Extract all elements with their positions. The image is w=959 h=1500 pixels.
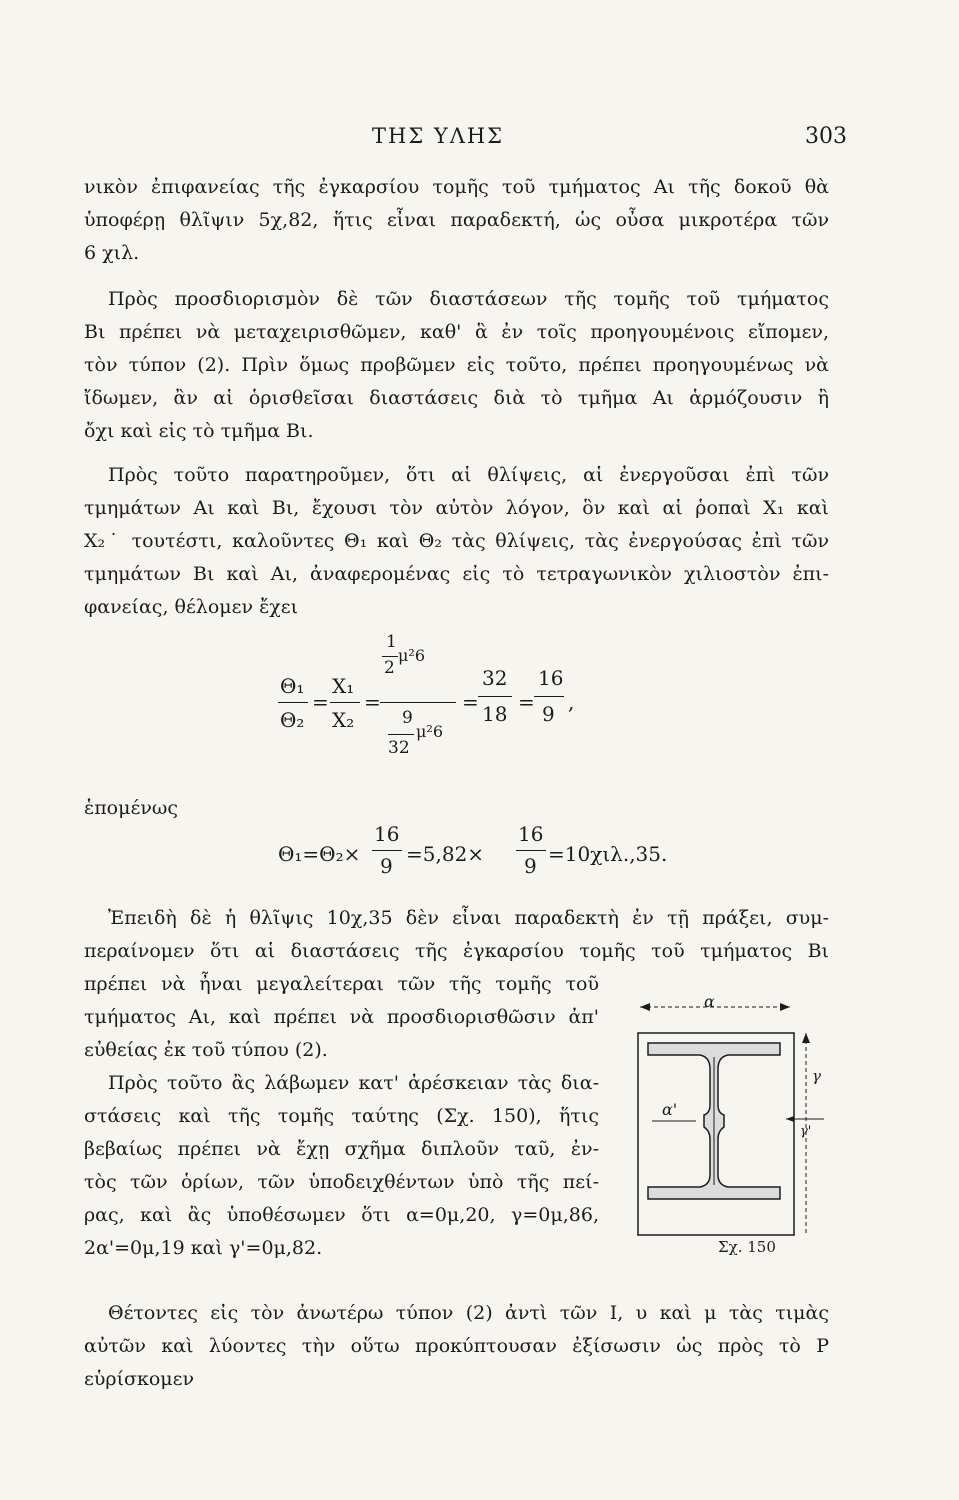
therefore-line: ἑπομένως <box>84 797 178 819</box>
i-beam-diagram <box>600 985 830 1255</box>
page-header <box>0 124 959 154</box>
label-alpha: α <box>704 992 715 1011</box>
text-line: Πρὸς τοῦτο ἂς λάβωμεν κατ' ἀρέσκειαν τὰς δια- <box>108 1072 599 1094</box>
text-line: νικὸν ἐπιφανείας τῆς ἐγκαρσίου τομῆς τοῦ τμήματος Αι τῆς δοκοῦ θὰ <box>84 176 829 198</box>
text-line: Θέτοντες εἰς τὸν ἀνωτέρω τύπον (2) ἀντὶ τῶν Ι, υ καὶ μ τὰς τιμὰς <box>108 1302 829 1324</box>
page-number: 303 <box>805 124 847 149</box>
text-line: τὸς τῶν ὁρίων, τῶν ὑποδειχθέντων ὑπὸ τῆς πεί- <box>84 1171 599 1193</box>
figure-caption: Σχ. 150 <box>718 1238 776 1256</box>
beam-section-figure <box>600 985 830 1255</box>
text-line: περαίνομεν ὅτι αἱ διαστάσεις τῆς ἐγκαρσίου τομῆς τοῦ τμήματος Βι <box>84 940 829 962</box>
text-line: πρέπει νὰ ἦναι μεγαλείτεραι τῶν τῆς τομῆς τοῦ <box>84 973 599 995</box>
x-1: Χ₁ <box>332 674 355 698</box>
paragraph-5 <box>84 1067 599 1265</box>
text-line: στάσεις καὶ τῆς τομῆς ταύτης (Σχ. 150), ἥτις <box>84 1105 599 1127</box>
paragraph-2 <box>84 283 829 448</box>
text-line: ρας, καὶ ἂς ὑποθέσωμεν ὅτι α=0μ,20, γ=0μ,86, <box>84 1204 599 1226</box>
theta-2: Θ₂ <box>280 708 305 732</box>
x-2: Χ₂ <box>332 708 355 732</box>
text-line: βεβαίως πρέπει νὰ ἔχῃ σχῆμα διπλοῦν ταῦ, ἐν- <box>84 1138 599 1160</box>
ratio-formula: Θ₁ Θ₂ = Χ₁ Χ₂ = 1 2 μ²6 9 32 μ²6 = 32 18 = 16 9 , <box>280 632 575 758</box>
text-line: 2α'=0μ,19 καὶ γ'=0μ,82. <box>84 1237 323 1259</box>
text-line: Βι πρέπει νὰ μεταχειρισθῶμεν, καθ' ἃ ἐν τοῖς προηγουμένοις εἴπομεν, <box>84 321 829 343</box>
label-gamma-prime: γ' <box>800 1124 812 1139</box>
text-line: Πρὸς προσδιορισμὸν δὲ τῶν διαστάσεων τῆς τομῆς τοῦ τμήματος <box>108 288 829 310</box>
paragraph-4-continued <box>84 968 599 1067</box>
theta-1: Θ₁ <box>280 674 305 698</box>
text-line: ἴδωμεν, ἂν αἱ ὁρισθεῖσαι διαστάσεις διὰ τὸ τμῆμα Αι ἁρμόζουσιν ἢ <box>84 387 829 409</box>
text-line: ὑποφέρῃ θλῖψιν 5χ,82, ἥτις εἶναι παραδεκτή, ὡς οὖσα μικροτέρα τῶν <box>84 209 829 231</box>
text-line: τμήματος Αι, καὶ πρέπει νὰ προσδιορισθῶσιν ἀπ' <box>84 1006 599 1028</box>
text-line: Πρὸς τοῦτο παρατηροῦμεν, ὅτι αἱ θλίψεις, αἱ ἐνεργοῦσαι ἐπὶ τῶν <box>108 464 829 486</box>
paragraph-4 <box>84 902 829 968</box>
running-title: ΤΗΣ ΥΛΗΣ <box>372 124 505 148</box>
text-line: Ἐπειδὴ δὲ ἡ θλῖψις 10χ,35 δὲν εἶναι παραδεκτὴ ἐν τῇ πράξει, συμ- <box>108 907 829 929</box>
text-line: εὑρίσκομεν <box>84 1368 195 1390</box>
text-line: 6 χιλ. <box>84 242 140 264</box>
text-line: φανείας, θέλομεν ἔχει <box>84 596 299 618</box>
paragraph-3 <box>84 459 829 624</box>
result-formula: Θ₁=Θ₂× 16 9 =5,82× 16 9 =10χιλ.,35. <box>278 822 668 878</box>
text-line: εὐθείας ἐκ τοῦ τύπου (2). <box>84 1039 328 1061</box>
text-line: ὄχι καὶ εἰς τὸ τμῆμα Βι. <box>84 420 314 442</box>
label-gamma: γ <box>812 1067 821 1085</box>
text-line: Χ₂˙ τουτέστι, καλοῦντες Θ₁ καὶ Θ₂ τὰς θλίψεις, τὰς ἐνεργούσας ἐπὶ τῶν <box>84 530 829 552</box>
paragraph-1 <box>84 171 829 270</box>
text-line: αὐτῶν καὶ λύοντες τὴν οὕτω προκύπτουσαν ἐξίσωσιν ὡς πρὸς τὸ Ρ <box>84 1335 829 1357</box>
text-line: τμημάτων Αι καὶ Βι, ἔχουσι τὸν αὐτὸν λόγον, ὃν καὶ αἱ ῥοπαὶ Χ₁ καὶ <box>84 497 829 519</box>
paragraph-6 <box>84 1297 829 1396</box>
text-line: τὸν τύπον (2). Πρὶν ὅμως προβῶμεν εἰς τοῦτο, πρέπει προηγουμένως νὰ <box>84 354 829 376</box>
label-alpha-prime: α' <box>662 1100 678 1119</box>
text-line: τμημάτων Βι καὶ Αι, ἀναφερομένας εἰς τὸ τετραγωνικὸν χιλιοστὸν ἐπι- <box>84 563 829 585</box>
